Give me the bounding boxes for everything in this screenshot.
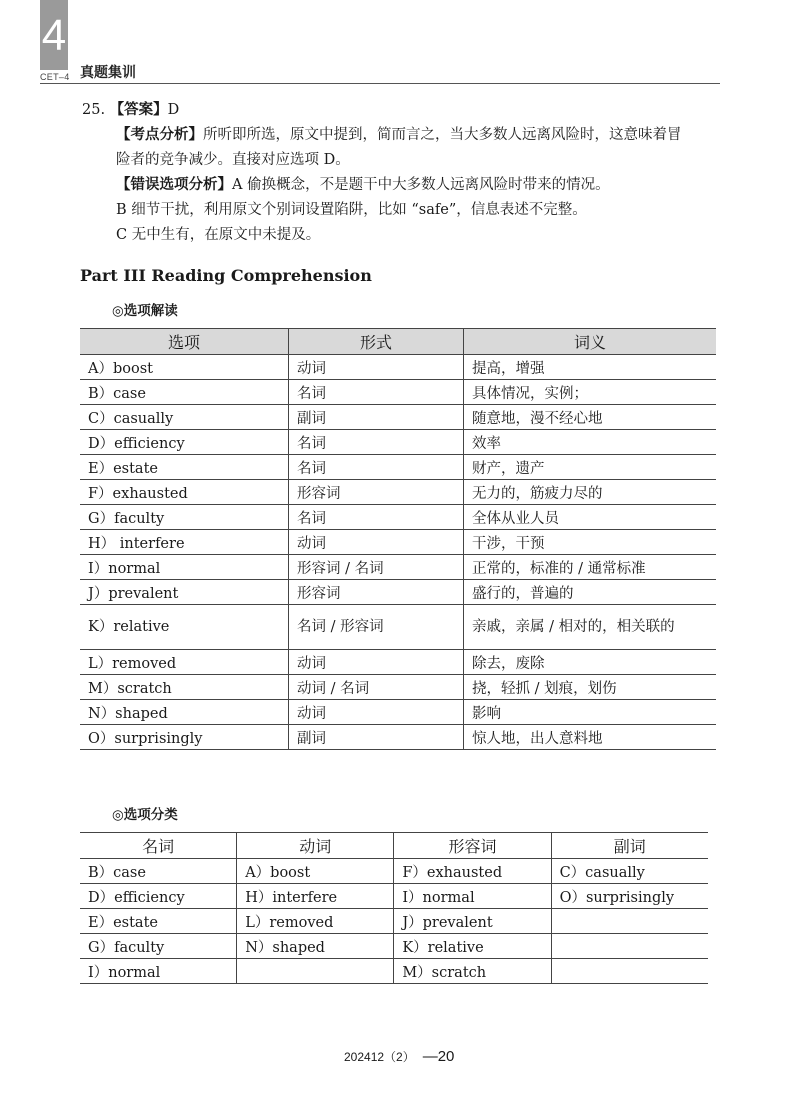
badge-number: 4 [41, 11, 67, 60]
table-cell: 形容词 [289, 580, 464, 605]
table-row [80, 700, 716, 725]
options-header-row [80, 329, 716, 355]
answer-label: 【答案】 [109, 102, 168, 118]
table-cell: J）prevalent [80, 580, 289, 605]
table-cell: J）prevalent [394, 909, 551, 934]
table-cell: H）interfere [237, 884, 394, 909]
badge-subtitle: CET–4 [40, 72, 70, 82]
table-cell: 名词 / 形容词 [289, 605, 464, 650]
table-cell: A）boost [237, 859, 394, 884]
table-cell: 随意地，漫不经心地 [464, 405, 717, 430]
table-cell: 名词 [289, 455, 464, 480]
table-cell: 动词 / 名词 [289, 675, 464, 700]
table-row [80, 580, 716, 605]
table-cell: L）removed [237, 909, 394, 934]
table-row [80, 909, 708, 934]
table-row [80, 505, 716, 530]
table-cell: 影响 [464, 700, 717, 725]
table-cell: 干涉，干预 [464, 530, 717, 555]
table-cell [551, 934, 708, 959]
table-row [80, 605, 716, 650]
table-row [80, 430, 716, 455]
table-cell: C）casually [80, 405, 289, 430]
table-row [80, 725, 716, 750]
table-cell: 效率 [464, 430, 717, 455]
analysis-text-2: 险者的竞争减少。直接对应选项 D。 [116, 152, 350, 168]
table-cell: 动词 [289, 355, 464, 380]
analysis-line [82, 123, 722, 148]
table-cell: O）surprisingly [551, 884, 708, 909]
table-cell: B）case [80, 380, 289, 405]
table-cell: O）surprisingly [80, 725, 289, 750]
table-cell: 形容词 / 名词 [289, 555, 464, 580]
table-cell: 提高，增强 [464, 355, 717, 380]
table-row [80, 405, 716, 430]
table-cell: 全体从业人员 [464, 505, 717, 530]
classify-section-title: ◎选项分类 [112, 807, 178, 823]
table-cell: 盛行的，普遍的 [464, 580, 717, 605]
question-number: 25. [82, 102, 106, 118]
table-row [80, 884, 708, 909]
table-cell: 副词 [289, 725, 464, 750]
table-cell: 亲戚，亲属 / 相对的，相关联的 [464, 605, 717, 650]
table-cell: 惊人地，出人意料地 [464, 725, 717, 750]
header-divider [40, 83, 720, 84]
options-table-body [80, 355, 716, 750]
wrong-label: 【错误选项分析】 [116, 177, 232, 193]
table-cell [551, 909, 708, 934]
table-row [80, 455, 716, 480]
classify-header-row [80, 833, 708, 859]
table-cell: 形容词 [289, 480, 464, 505]
table-cell: G）faculty [80, 505, 289, 530]
table-row [80, 530, 716, 555]
classify-header-cell: 副词 [551, 833, 708, 859]
classify-header-cell: 名词 [80, 833, 237, 859]
wrong-line-b: B 细节干扰，利用原文个别词设置陷阱，比如 “safe”，信息表述不完整。 [116, 202, 587, 218]
table-cell: D）efficiency [80, 884, 237, 909]
options-header-cell: 形式 [289, 329, 464, 355]
table-cell: H） interfere [80, 530, 289, 555]
table-cell: E）estate [80, 909, 237, 934]
table-cell: K）relative [80, 605, 289, 650]
table-cell: B）case [80, 859, 237, 884]
table-cell: 除去，废除 [464, 650, 717, 675]
answer-line [82, 98, 722, 123]
table-row [80, 859, 708, 884]
table-cell: 正常的，标准的 / 通常标准 [464, 555, 717, 580]
answer-value: D [167, 102, 180, 118]
table-cell: K）relative [394, 934, 551, 959]
table-cell: 名词 [289, 430, 464, 455]
table-cell: I）normal [80, 959, 237, 984]
part-title: Part III Reading Comprehension [80, 266, 372, 285]
table-row [80, 380, 716, 405]
table-cell: G）faculty [80, 934, 237, 959]
wrong-analysis-line [82, 173, 722, 198]
table-cell: D）efficiency [80, 430, 289, 455]
page-number: —20 [422, 1048, 455, 1065]
options-header-cell: 选项 [80, 329, 289, 355]
issue-number: 202412（2） [344, 1050, 415, 1064]
table-cell: F）exhausted [80, 480, 289, 505]
classify-header-cell: 动词 [237, 833, 394, 859]
table-cell: C）casually [551, 859, 708, 884]
table-row [80, 555, 716, 580]
table-cell: 动词 [289, 650, 464, 675]
table-cell [237, 959, 394, 984]
table-row [80, 675, 716, 700]
classify-header-cell: 形容词 [394, 833, 551, 859]
table-cell: I）normal [394, 884, 551, 909]
table-cell: 无力的，筋疲力尽的 [464, 480, 717, 505]
options-section-title: ◎选项解读 [112, 303, 178, 319]
table-cell [551, 959, 708, 984]
table-cell: N）shaped [237, 934, 394, 959]
table-cell: 名词 [289, 505, 464, 530]
table-row [80, 355, 716, 380]
table-cell: E）estate [80, 455, 289, 480]
table-cell: M）scratch [80, 675, 289, 700]
table-row [80, 959, 708, 984]
table-row [80, 650, 716, 675]
analysis-text-1: 所听即所选，原文中提到，简而言之，当大多数人远离风险时，这意味着冒 [203, 127, 682, 143]
table-cell: 财产，遗产 [464, 455, 717, 480]
page-footer [344, 1048, 454, 1065]
table-cell: 动词 [289, 530, 464, 555]
table-cell: I）normal [80, 555, 289, 580]
table-cell: A）boost [80, 355, 289, 380]
wrong-line-c: C 无中生有，在原文中未提及。 [116, 227, 321, 243]
answer-section [82, 98, 722, 248]
table-cell: L）removed [80, 650, 289, 675]
table-cell: 动词 [289, 700, 464, 725]
classify-table-body [80, 859, 708, 984]
table-cell: N）shaped [80, 700, 289, 725]
table-cell: F）exhausted [394, 859, 551, 884]
table-cell: M）scratch [394, 959, 551, 984]
classify-table [80, 832, 708, 984]
table-cell: 名词 [289, 380, 464, 405]
analysis-label: 【考点分析】 [116, 127, 203, 143]
table-cell: 副词 [289, 405, 464, 430]
table-cell: 具体情况，实例； [464, 380, 717, 405]
options-table [80, 328, 716, 750]
options-header-cell: 词义 [464, 329, 717, 355]
header-title: 真题集训 [80, 64, 136, 80]
table-cell: 挠，轻抓 / 划痕，划伤 [464, 675, 717, 700]
table-row [80, 934, 708, 959]
table-row [80, 480, 716, 505]
wrong-text: A 偷换概念，不是题干中大多数人远离风险时带来的情况。 [232, 177, 610, 193]
cet4-badge [40, 0, 68, 70]
